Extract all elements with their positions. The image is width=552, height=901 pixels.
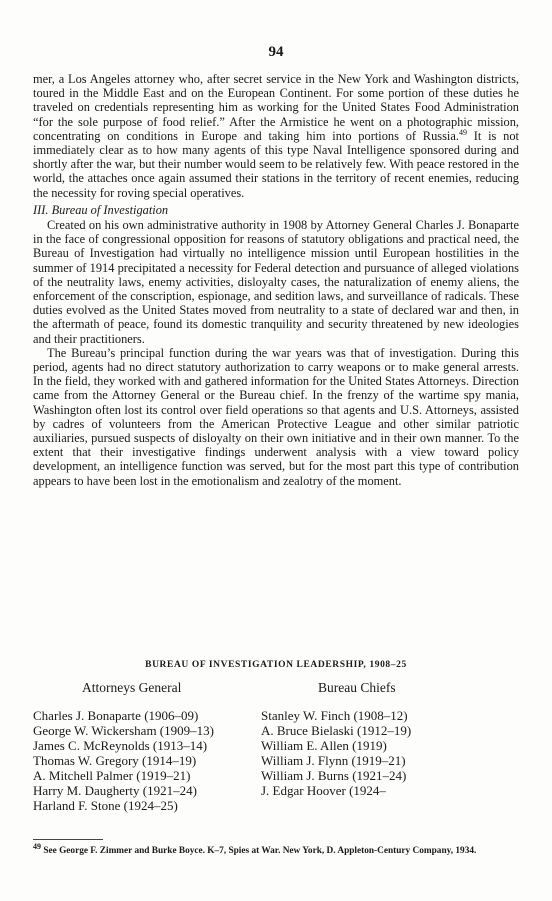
footnote-divider [33, 839, 103, 840]
section-paragraph: The Bureau’s principal function during the war years was that of investigation. During this period, agents had no direct statutory authorization to carry weapons or to make general arrests. In the field, they worked with and gathered information for the United States Attorneys. Direction came from the Attorney General or the Bureau chief. In the frenzy of the wartime spy mania, Washington often lost its control over field operations so that agents and U.S. Attorneys, assisted by cadres of volunteers from the American Protective League and other similar patriotic auxiliaries, pursued suspects of disloyalty on their own initiative and in their own manner. To the extent that their investigative findings underwent analysis with a view toward policy development, an intelligence function was served, but for the most part this type of contribution appears to have been lost in the emotionalism and zealotry of the moment. [33, 345, 519, 488]
table-title: BUREAU OF INVESTIGATION LEADERSHIP, 1908–25 [145, 660, 407, 670]
list-item: Thomas W. Gregory (1914–19) [33, 753, 197, 768]
section-paragraph: Created on his own administrative authority in 1908 by Attorney General Charles J. Bonaparte in the face of congressional opposition for reasons of statutory obligations and practical need, the Bureau of Investigation had virtually no intelligence mission until European hostilities in the summer of 1914 precipitated a necessity for Federal detection and pursuance of alleged violations of the neutrality laws, enemy activities, disloyalty cases, the naturalization of enemy aliens, the enforcement of the conscription, espionage, and sedition laws, and surveillance of radicals. These duties evolved as the United States moved from neutrality to a state of declared war and then, in the aftermath of peace, found its domestic tranquility and security threatened by new ideologies and their practitioners. [33, 218, 519, 346]
list-item: George W. Wickersham (1909–13) [33, 723, 214, 738]
list-item: William E. Allen (1919) [261, 738, 387, 753]
list-item: J. Edgar Hoover (1924– [261, 783, 386, 798]
column-header-bureau-chiefs: Bureau Chiefs [318, 680, 396, 695]
list-item: A. Mitchell Palmer (1919–21) [33, 768, 191, 783]
list-item: William J. Burns (1921–24) [261, 768, 407, 783]
footnote [33, 841, 519, 857]
list-item: James C. McReynolds (1913–14) [33, 738, 208, 753]
attorneys-general-list [33, 708, 255, 813]
footnote-text: See George F. Zimmer and Burke Boyce. K–7, Spies at War. New York, D. Appleton-Century Company, 1934. [43, 846, 477, 856]
footnote-reference[interactable]: 49 [458, 127, 467, 137]
page-number: 94 [268, 44, 284, 60]
list-item: Harry M. Daugherty (1921–24) [33, 783, 197, 798]
footnote-marker: 49 [33, 841, 41, 851]
paragraph-text-2: It is not immediately clear as to how many agents of this type Naval Intelligence sponsored during and shortly after the war, but their number would seem to be relatively few. With peace restored in the world, the attaches once again assumed their stations in the territory of recent enemies, reducing the necessity for roving special operatives. [33, 128, 519, 200]
list-item: Harland F. Stone (1924–25) [33, 798, 178, 813]
bureau-chiefs-list [261, 708, 491, 798]
paragraph-text-1: mer, a Los Angeles attorney who, after secret service in the New York and Washington districts, toured in the Middle East and on the European Continent. For some portion of these duties he traveled on credentials representing him as working for the United States Food Administration “for the sole purpose of food relief.” After the Armistice he went on a photographic mission, concentrating on conditions in Europe and taking him into portions of Russia. [33, 72, 519, 143]
list-item: Stanley W. Finch (1908–12) [261, 708, 408, 723]
column-header-attorneys-general: Attorneys General [82, 680, 182, 695]
section-heading: III. Bureau of Investigation [33, 202, 169, 217]
list-item: Charles J. Bonaparte (1906–09) [33, 708, 199, 723]
paragraph [33, 72, 519, 200]
body-text [33, 72, 519, 488]
list-item: A. Bruce Bielaski (1912–19) [261, 723, 412, 738]
list-item: William J. Flynn (1919–21) [261, 753, 406, 768]
